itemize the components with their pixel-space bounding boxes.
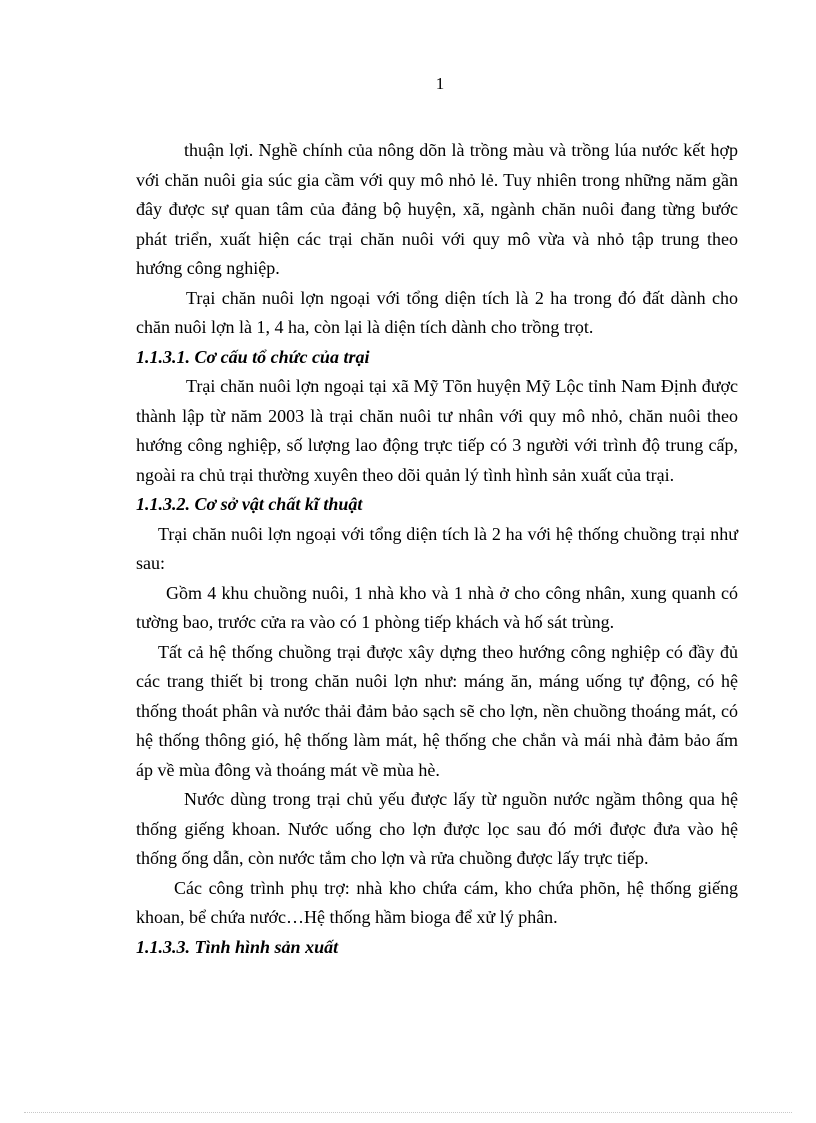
paragraph-water-supply: Nước dùng trong trại chủ yếu được lấy từ nguồn nước ngầm thông qua hệ thống giếng khoan. Nước uống cho lợn được lọc sau đó mới được đưa vào hệ thống ống dẫn, còn nước tắm cho lợn và rửa chuồng được lấy trực tiếp.	[136, 789, 738, 868]
paragraph-local-conditions: thuận lợi. Nghề chính của nông dõn là trồng màu và trồng lúa nước kết hợp với chăn nuôi gia súc gia cầm với quy mô nhỏ lẻ. Tuy nhiên trong những năm gần đây được sự quan tâm của đảng bộ huyện, xã, ngành chăn nuôi đang từng bước phát triển, xuất hiện các trại chăn nuôi với quy mô vừa và nhỏ tập trung theo hướng công nghiệp.	[136, 140, 738, 278]
paragraph-facilities-intro: Trại chăn nuôi lợn ngoại với tổng diện tích là 2 ha với hệ thống chuồng trại như sau:	[136, 523, 738, 573]
paragraph-facilities-layout: Gồm 4 khu chuồng nuôi, 1 nhà kho và 1 nhà ở cho công nhân, xung quanh có tường bao, trước cửa ra vào có 1 phòng tiếp khách và hố sát trùng.	[136, 582, 738, 632]
section-heading-facilities: 1.1.3.2. Cơ sở vật chất kĩ thuật	[136, 494, 363, 514]
section-heading-production: 1.1.3.3. Tình hình sản xuất	[136, 936, 339, 957]
paragraph-farm-area: Trại chăn nuôi lợn ngoại với tổng diện tích là 2 ha trong đó đất dành cho chăn nuôi lợn là 1, 4 ha, còn lại là diện tích dành cho trồng trọt.	[136, 287, 738, 337]
page-number: 1	[435, 74, 445, 93]
page-bottom-divider	[24, 1112, 792, 1113]
section-heading-organization: 1.1.3.1. Cơ cấu tổ chức của trại	[136, 346, 370, 367]
paragraph-organization: Trại chăn nuôi lợn ngoại tại xã Mỹ Tõn huyện Mỹ Lộc tỉnh Nam Định được thành lập từ năm 2003 là trại chăn nuôi tư nhân với quy mô nhỏ, chăn nuôi theo hướng công nghiệp, số lượng lao động trực tiếp có 3 người với trình độ trung cấp, ngoài ra chủ trại thường xuyên theo dõi quản lý tình hình sản xuất của trại.	[136, 376, 738, 485]
paragraph-auxiliary-works: Các công trình phụ trợ: nhà kho chứa cám, kho chứa phõn, hệ thống giếng khoan, bể chứa nước…Hệ thống hầm bioga để xử lý phân.	[136, 877, 738, 927]
paragraph-facilities-equipment: Tất cả hệ thống chuồng trại được xây dựng theo hướng công nghiệp có đầy đủ các trang thiết bị trong chăn nuôi lợn như: máng ăn, máng uống tự động, có hệ thống thoát phân và nước thải đảm bảo sạch sẽ cho lợn, nền chuồng thoáng mát, có hệ thống thông gió, hệ thống làm mát, hệ thống che chắn và mái nhà đảm bảo ấm áp về mùa đông và thoáng mát về mùa hè.	[136, 641, 738, 780]
document-body	[136, 136, 738, 962]
